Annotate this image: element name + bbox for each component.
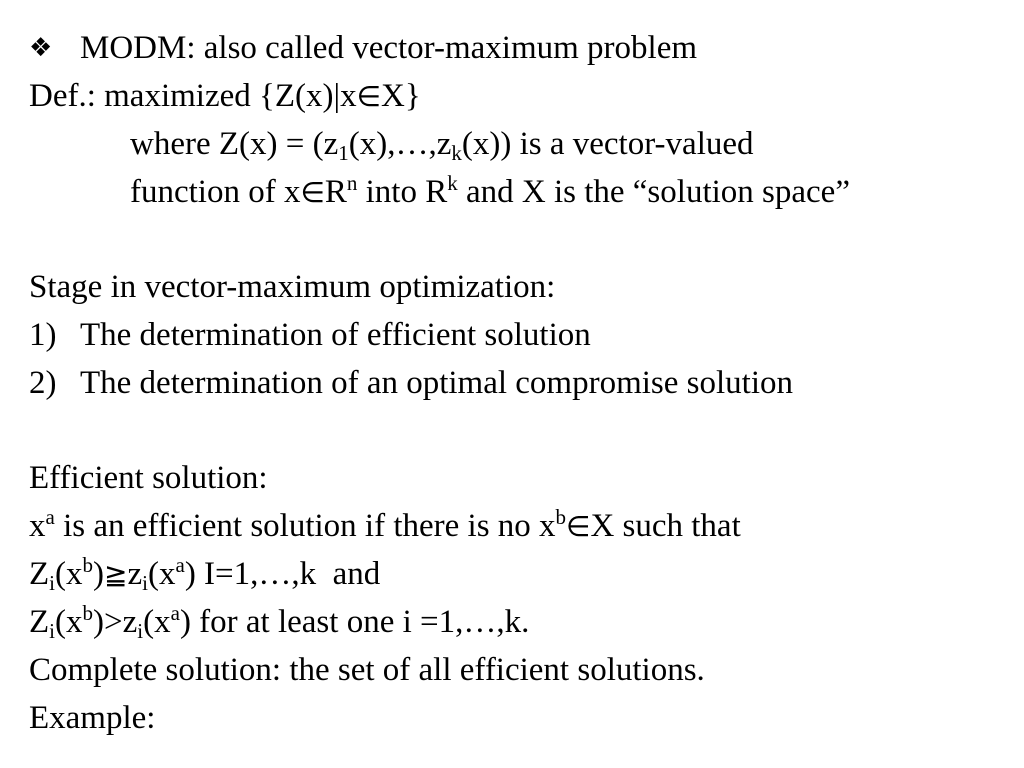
complete-solution-line: Complete solution: the set of all efficient solutions. <box>29 652 705 688</box>
definition-line: Def.: maximized {Z(x)|x∈X} <box>29 78 421 114</box>
efficient-condition-line: $Z_i(x^b)≧z_i(x^a)$ I=1,…,k and <box>29 553 381 595</box>
stage-text: The determination of an optimal compromise solution <box>80 365 794 401</box>
definition-function-line: function of $x\in R^n$ into $R^k$ and X is the “solution space” <box>130 171 850 210</box>
stage-marker: 1) <box>29 317 57 353</box>
element-of-symbol: ∈ <box>566 510 591 543</box>
heading-text: MODM: also called vector-maximum problem <box>80 30 698 66</box>
stage-marker: 2) <box>29 365 57 401</box>
efficient-strict-line: $Z_i(x^b)>z_i(x^a)$ for at least one i =1,…,k. <box>29 601 530 643</box>
diamond-bullet-icon: ❖ <box>29 33 53 63</box>
efficient-title: Efficient solution: <box>29 460 268 496</box>
element-of-symbol: ∈ <box>300 176 325 209</box>
stages-title: Stage in vector-maximum optimization: <box>29 269 556 305</box>
stage-text: The determination of efficient solution <box>80 317 591 353</box>
efficient-definition-line: $x^a$ is an efficient solution if there is no $x^b\in X$ such that <box>29 505 741 544</box>
geq-symbol: ≧ <box>104 558 128 591</box>
definition-where-line: where $Z(x) = (z_1(x),\dots,z_k(x))$ is a vector-valued <box>130 126 754 165</box>
element-of-symbol: ∈ <box>356 80 381 113</box>
example-label: Example: <box>29 700 156 736</box>
